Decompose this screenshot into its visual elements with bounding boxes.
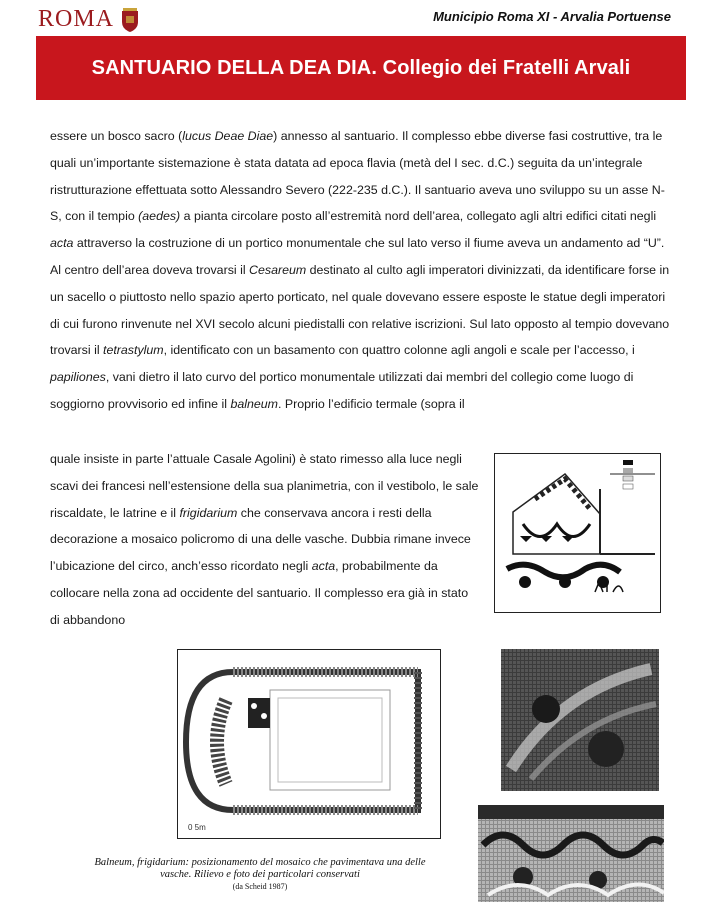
caption-source: (da Scheid 1987) xyxy=(232,882,288,891)
page-title: SANTUARIO DELLA DEA DIA. Collegio dei Fratelli Arvali xyxy=(91,56,631,79)
italic-term: acta xyxy=(311,559,336,574)
crest-icon xyxy=(120,7,140,33)
paragraph-text: quale insiste in parte l’attuale Casale Agolini) è stato rimesso alla luce negli scavi dei francesi nell’estensione della sua planimetria, con il vestibolo, le sale riscaldate, le latrine e il frigidarium che conservava ancora i resti della decorazione a mosaico policromo di una delle vasche. Dubbia rimane invece l’ubicazione del circo, anch’esso ricordato negli acta, probabilmente da collocare nella zona ad occidente del santuario. Il complesso era già in stato di abbandono xyxy=(50,452,479,627)
italic-term: tetrastylum xyxy=(103,343,164,358)
figure-caption xyxy=(80,857,440,893)
italic-term: balneum xyxy=(230,396,278,411)
logo-text: ROMA xyxy=(38,6,115,32)
body-paragraph-narrow xyxy=(50,446,480,634)
mosaic-photo-1 xyxy=(501,649,659,791)
italic-term: (aedes) xyxy=(138,209,181,224)
mosaic-photo-2 xyxy=(478,805,664,902)
italic-term: lucus Deae Diae xyxy=(182,129,274,143)
svg-text:0 5m: 0 5m xyxy=(188,823,206,832)
title-band xyxy=(36,36,686,100)
italic-term: acta xyxy=(50,236,74,251)
municipio-label: Municipio Roma XI - Arvalia Portuense xyxy=(433,9,671,24)
plan-figure-frigidarium xyxy=(177,649,441,839)
italic-term: papiliones xyxy=(50,370,106,385)
roma-logo xyxy=(38,6,140,33)
body-paragraph-wide xyxy=(50,123,670,418)
caption-text: Balneum, frigidarium: posizionamento del mosaico che pavimentava una delle vasche. Rilievo e foto dei particolari conservati xyxy=(94,857,426,880)
italic-term: frigidarium xyxy=(179,505,238,520)
italic-term: Cesareum xyxy=(249,262,307,277)
plan-figure-right xyxy=(494,453,661,613)
paragraph-text: essere un bosco sacro (lucus Deae Diae) annesso al santuario. Il complesso ebbe diverse fasi costruttive, tra le quali un’importante sistemazione è stata datata ad epoca flavia (metà del I sec. d.C.) seguita da un’integrale ristrutturazione effettuata sotto Alessandro Severo (222-235 d.C.). Il santuario aveva uno sviluppo su un asse N-S, con il tempio (aedes) a pianta circolare posto all’estremità nord dell’area, collegato agli altri edifici citati negli acta attraverso la costruzione di un portico monumentale che sul lato verso il fiume aveva un andamento ad “U”. Al centro dell’area doveva trovarsi il Cesareum destinato al culto agli imperatori divinizzati, da identificare forse in un sacello o piuttosto nello spazio aperto porticato, nel quale dovevano essere esposte le statue degli imperatori di cui furono rinvenute nel XVI secolo alcuni piedistalli con relative iscrizioni. Sul lato opposto al tempio dovevano trovarsi il tetrastylum, identificato con un basamento con quattro colonne agli angoli e scale per l’accesso, i papiliones, vani dietro il lato curvo del portico monumentale utilizzati dai membri del collegio come luogo di soggiorno provvisorio ed infine il balneum. Proprio l’edificio termale (sopra il xyxy=(50,129,670,411)
